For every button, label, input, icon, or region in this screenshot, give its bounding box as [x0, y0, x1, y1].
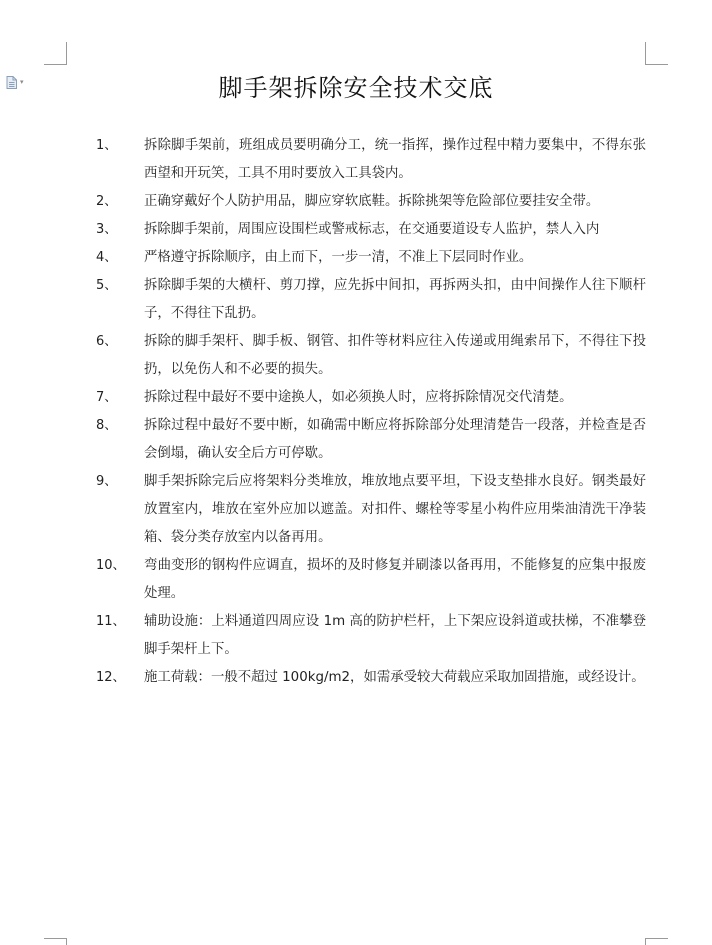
- list-item-text: 施工荷载：一般不超过 100kg/m2，如需承受较大荷载应采取加固措施，或经设计。: [144, 670, 645, 685]
- list-item-text: 拆除的脚手架杆、脚手板、钢管、扣件等材料应往入传递或用绳索吊下，不得往下投扔，以免伤人和不必要的损失。: [144, 334, 646, 377]
- page-corner-mark-top-right: [645, 42, 668, 65]
- list-item-number: 8、: [96, 418, 118, 433]
- list-item-text: 正确穿戴好个人防护用品，脚应穿软底鞋。拆除挑架等危险部位要挂安全带。: [144, 194, 600, 209]
- list-item-number: 10、: [96, 558, 126, 573]
- list-item: [0, 384, 712, 412]
- list-item-number: 11、: [96, 614, 126, 629]
- list-item: [0, 468, 712, 552]
- page-corner-mark-top-left: [44, 42, 67, 65]
- list-item: [0, 608, 712, 664]
- list-item-text: 辅助设施：上料通道四周应设 1m 高的防护栏杆，上下架应设斜道或扶梯，不准攀登脚手架杆上下。: [144, 614, 646, 657]
- list-item-number: 9、: [96, 474, 118, 489]
- list-item-text: 拆除脚手架的大横杆、剪刀撑，应先拆中间扣，再拆两头扣，由中间操作人往下顺杆子，不得往下乱扔。: [144, 278, 646, 321]
- list-item-number: 6、: [96, 334, 118, 349]
- list-item-text: 弯曲变形的钢构件应调直，损坏的及时修复并刷漆以备再用，不能修复的应集中报废处理。: [144, 558, 646, 601]
- list-item-text: 拆除脚手架前，班组成员要明确分工，统一指挥，操作过程中精力要集中，不得东张西望和开玩笑，工具不用时要放入工具袋内。: [144, 138, 646, 181]
- list-item-text: 脚手架拆除完后应将架料分类堆放，堆放地点要平坦，下设支垫排水良好。钢类最好放置室内，堆放在室外应加以遮盖。对扣件、螺栓等零星小构件应用柴油清洗干净装箱、袋分类存放室内以备再用。: [144, 474, 646, 545]
- list-item-number: 5、: [96, 278, 118, 293]
- list-item-text: 拆除脚手架前，周围应设围栏或警戒标志，在交通要道设专人监护，禁人入内: [144, 222, 600, 237]
- list-item-number: 7、: [96, 390, 118, 405]
- list-item: [0, 188, 712, 216]
- chevron-down-icon: ▾: [20, 78, 24, 86]
- numbered-list: [0, 132, 712, 692]
- list-item-number: 4、: [96, 250, 118, 265]
- list-item: [0, 328, 712, 384]
- list-item: [0, 272, 712, 328]
- list-item: [0, 664, 712, 692]
- list-item: [0, 412, 712, 468]
- list-item: [0, 244, 712, 272]
- list-item-text: 拆除过程中最好不要中断，如确需中断应将拆除部分处理清楚告一段落，并检查是否会倒塌，确认安全后方可停歇。: [144, 418, 646, 461]
- list-item-text: 拆除过程中最好不要中途换人，如必须换人时，应将拆除情况交代清楚。: [144, 390, 573, 405]
- list-item-number: 12、: [96, 670, 126, 685]
- list-item-text: 严格遵守拆除顺序，由上而下，一步一清，不准上下层同时作业。: [144, 250, 533, 265]
- list-item-number: 2、: [96, 194, 118, 209]
- list-item-number: 3、: [96, 222, 118, 237]
- page-title: 脚手架拆除安全技术交底: [218, 74, 494, 102]
- list-item-number: 1、: [96, 138, 118, 153]
- list-item: [0, 132, 712, 188]
- list-item: [0, 552, 712, 608]
- list-item: [0, 216, 712, 244]
